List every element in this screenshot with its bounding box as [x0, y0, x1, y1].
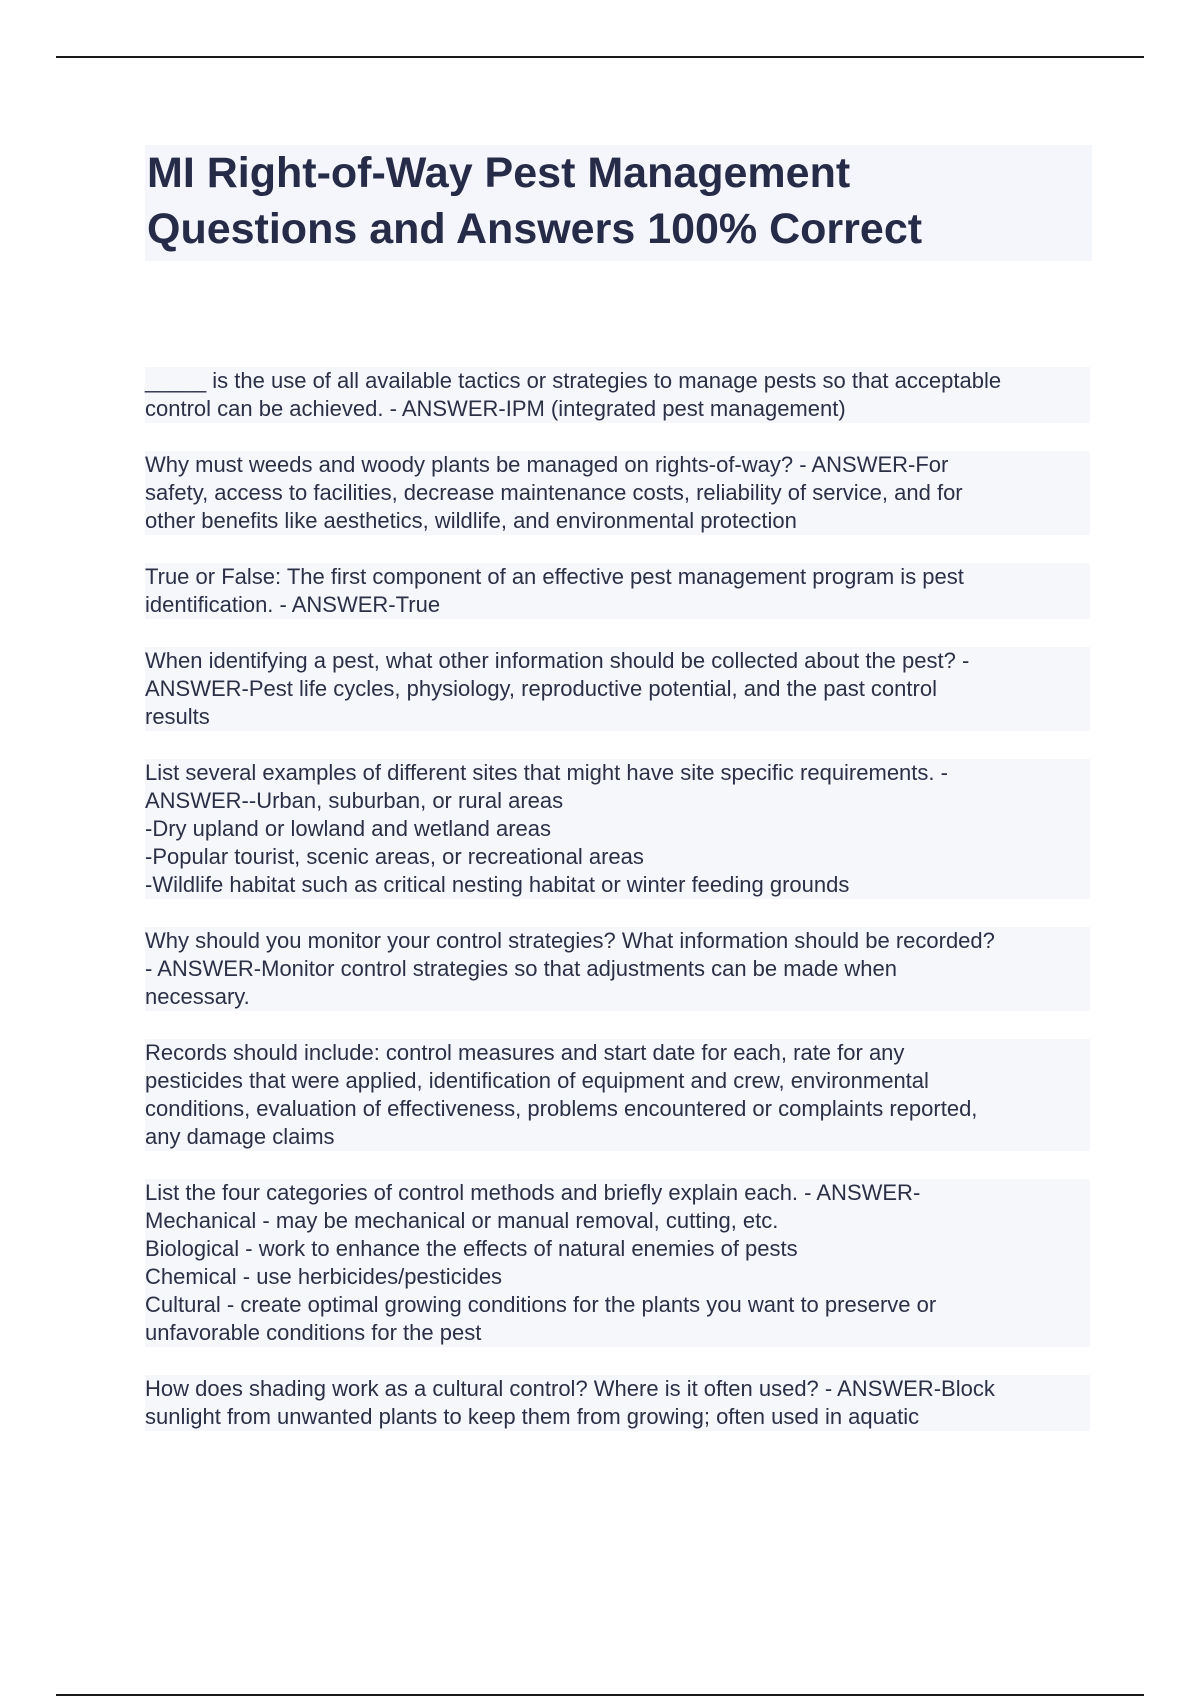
qa-line: necessary.	[145, 983, 1090, 1011]
qa-line: pesticides that were applied, identification of equipment and crew, environmental	[145, 1067, 1090, 1095]
qa-block-records	[145, 1039, 1090, 1151]
qa-line: -Dry upland or lowland and wetland areas	[145, 815, 1090, 843]
qa-line: ANSWER--Urban, suburban, or rural areas	[145, 787, 1090, 815]
qa-block-ipm	[145, 367, 1090, 423]
qa-line: control can be achieved. - ANSWER-IPM (integrated pest management)	[145, 395, 1090, 423]
qa-line: any damage claims	[145, 1123, 1090, 1151]
qa-line: Chemical - use herbicides/pesticides	[145, 1263, 1090, 1291]
qa-block-weeds	[145, 451, 1090, 535]
qa-line: safety, access to facilities, decrease maintenance costs, reliability of service, and for	[145, 479, 1090, 507]
qa-line: conditions, evaluation of effectiveness, problems encountered or complaints reported,	[145, 1095, 1090, 1123]
bottom-rule	[56, 1694, 1144, 1696]
qa-block-control-methods	[145, 1179, 1090, 1347]
qa-line: other benefits like aesthetics, wildlife, and environmental protection	[145, 507, 1090, 535]
qa-block-sites	[145, 759, 1090, 899]
qa-line: results	[145, 703, 1090, 731]
qa-line: True or False: The first component of an effective pest management program is pest	[145, 563, 1090, 591]
title-line-2: Questions and Answers 100% Correct	[147, 205, 923, 253]
qa-line: identification. - ANSWER-True	[145, 591, 1090, 619]
qa-line: Why should you monitor your control strategies? What information should be recorded?	[145, 927, 1090, 955]
qa-block-shading	[145, 1375, 1090, 1431]
qa-line: unfavorable conditions for the pest	[145, 1319, 1090, 1347]
qa-line: Biological - work to enhance the effects of natural enemies of pests	[145, 1235, 1090, 1263]
qa-content	[145, 367, 1090, 1459]
qa-line: sunlight from unwanted plants to keep them from growing; often used in aquatic	[145, 1403, 1090, 1431]
qa-block-true-false	[145, 563, 1090, 619]
qa-line: _____ is the use of all available tactics or strategies to manage pests so that acceptable	[145, 367, 1090, 395]
qa-line: List the four categories of control methods and briefly explain each. - ANSWER-	[145, 1179, 1090, 1207]
qa-line: -Popular tourist, scenic areas, or recreational areas	[145, 843, 1090, 871]
top-rule	[56, 56, 1144, 58]
qa-line: Cultural - create optimal growing conditions for the plants you want to preserve or	[145, 1291, 1090, 1319]
qa-line: - ANSWER-Monitor control strategies so that adjustments can be made when	[145, 955, 1090, 983]
document-title	[145, 145, 1092, 261]
title-line-1: MI Right-of-Way Pest Management	[147, 149, 851, 197]
qa-line: Records should include: control measures and start date for each, rate for any	[145, 1039, 1090, 1067]
qa-line: List several examples of different sites that might have site specific requirements. -	[145, 759, 1090, 787]
qa-line: Mechanical - may be mechanical or manual removal, cutting, etc.	[145, 1207, 1090, 1235]
qa-line: When identifying a pest, what other information should be collected about the pest? -	[145, 647, 1090, 675]
qa-line: Why must weeds and woody plants be managed on rights-of-way? - ANSWER-For	[145, 451, 1090, 479]
qa-line: -Wildlife habitat such as critical nesting habitat or winter feeding grounds	[145, 871, 1090, 899]
qa-block-identifying	[145, 647, 1090, 731]
qa-line: How does shading work as a cultural control? Where is it often used? - ANSWER-Block	[145, 1375, 1090, 1403]
qa-line: ANSWER-Pest life cycles, physiology, reproductive potential, and the past control	[145, 675, 1090, 703]
qa-block-monitor	[145, 927, 1090, 1011]
